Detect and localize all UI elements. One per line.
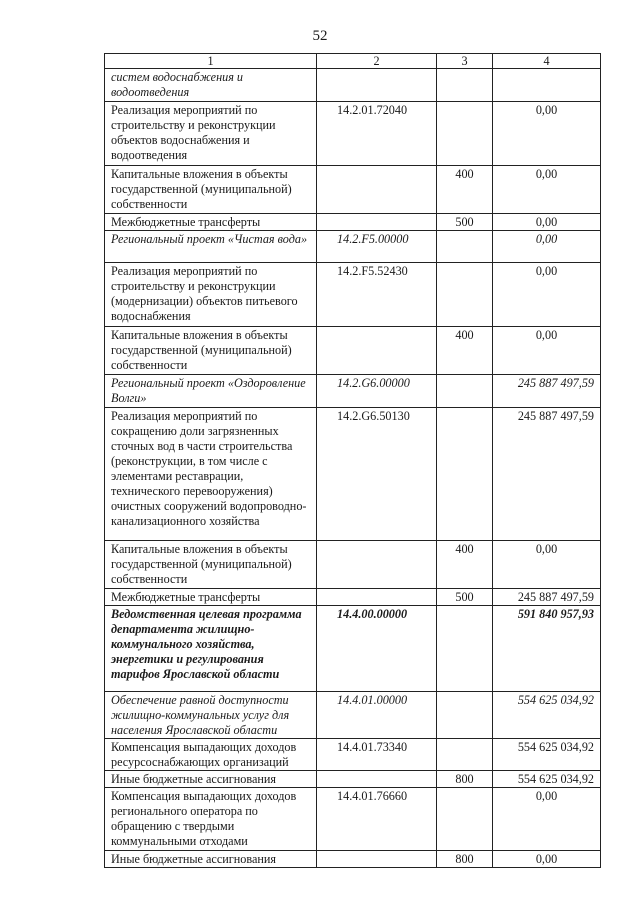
column-header-1: 1 [105, 54, 317, 69]
row-code-cell: 14.2.01.72040 [317, 102, 437, 166]
row-expense-type-cell: 500 [437, 214, 493, 231]
row-name-cell: Иные бюджетные ассигнования [105, 851, 317, 868]
table-row [105, 408, 601, 541]
table-row [105, 589, 601, 606]
row-name-cell: Региональный проект «Оздоровление Волги» [105, 375, 317, 408]
row-code-cell: 14.4.01.76660 [317, 788, 437, 851]
row-expense-type-cell [437, 692, 493, 739]
row-amount-cell: 0,00 [493, 231, 601, 263]
table-row [105, 69, 601, 102]
table-row [105, 788, 601, 851]
row-code-cell: 14.4.01.73340 [317, 739, 437, 771]
row-name-cell: Межбюджетные трансферты [105, 214, 317, 231]
row-amount-cell: 0,00 [493, 788, 601, 851]
row-code-cell [317, 589, 437, 606]
column-header-2: 2 [317, 54, 437, 69]
row-code-cell: 14.2.F5.00000 [317, 231, 437, 263]
row-code-cell [317, 166, 437, 214]
column-header-4: 4 [493, 54, 601, 69]
row-expense-type-cell: 400 [437, 541, 493, 589]
row-amount-cell: 554 625 034,92 [493, 771, 601, 788]
row-name-cell: Межбюджетные трансферты [105, 589, 317, 606]
row-code-cell [317, 541, 437, 589]
row-expense-type-cell [437, 102, 493, 166]
column-header-3: 3 [437, 54, 493, 69]
row-expense-type-cell: 500 [437, 589, 493, 606]
table-row [105, 231, 601, 263]
table-row [105, 739, 601, 771]
row-code-cell: 14.2.G6.50130 [317, 408, 437, 541]
row-code-cell: 14.4.01.00000 [317, 692, 437, 739]
row-amount-cell: 0,00 [493, 541, 601, 589]
row-name-cell: Реализация мероприятий по сокращению доли загрязненных сточных вод в части строительства (реконструкции, в том числе с элементами реставрации, технического перевооружения) очистных сооружений водопроводно-канализационного хозяйства [105, 408, 317, 541]
row-name-cell: Компенсация выпадающих доходов ресурсоснабжающих организаций [105, 739, 317, 771]
table-row [105, 771, 601, 788]
table-row [105, 263, 601, 327]
table-row [105, 541, 601, 589]
row-name-cell: Реализация мероприятий по строительству и реконструкции объектов водоснабжения и водоотведения [105, 102, 317, 166]
row-code-cell: 14.4.00.00000 [317, 606, 437, 692]
row-expense-type-cell: 800 [437, 771, 493, 788]
row-code-cell [317, 327, 437, 375]
row-expense-type-cell: 400 [437, 166, 493, 214]
row-expense-type-cell: 800 [437, 851, 493, 868]
table-row [105, 851, 601, 868]
row-expense-type-cell [437, 408, 493, 541]
row-expense-type-cell [437, 69, 493, 102]
row-amount-cell: 0,00 [493, 263, 601, 327]
table-row [105, 692, 601, 739]
row-code-cell: 14.2.F5.52430 [317, 263, 437, 327]
row-expense-type-cell: 400 [437, 327, 493, 375]
row-name-cell: Капитальные вложения в объекты государственной (муниципальной) собственности [105, 541, 317, 589]
row-expense-type-cell [437, 263, 493, 327]
row-name-cell: Обеспечение равной доступности жилищно-коммунальных услуг для населения Ярославской области [105, 692, 317, 739]
row-amount-cell: 0,00 [493, 327, 601, 375]
row-amount-cell: 554 625 034,92 [493, 692, 601, 739]
row-amount-cell: 245 887 497,59 [493, 589, 601, 606]
row-name-cell: систем водоснабжения и водоотведения [105, 69, 317, 102]
row-code-cell [317, 771, 437, 788]
row-name-cell: Капитальные вложения в объекты государственной (муниципальной) собственности [105, 166, 317, 214]
table-row [105, 166, 601, 214]
row-name-cell: Реализация мероприятий по строительству и реконструкции (модернизации) объектов питьевого водоснабжения [105, 263, 317, 327]
budget-table [104, 53, 601, 868]
row-amount-cell [493, 69, 601, 102]
row-amount-cell: 0,00 [493, 851, 601, 868]
row-name-cell: Капитальные вложения в объекты государственной (муниципальной) собственности [105, 327, 317, 375]
table-header-row [105, 54, 601, 69]
row-expense-type-cell [437, 231, 493, 263]
row-amount-cell: 0,00 [493, 102, 601, 166]
row-expense-type-cell [437, 788, 493, 851]
table-row [105, 375, 601, 408]
row-code-cell [317, 851, 437, 868]
row-name-cell: Региональный проект «Чистая вода» [105, 231, 317, 263]
row-amount-cell: 0,00 [493, 166, 601, 214]
row-name-cell: Компенсация выпадающих доходов регионального оператора по обращению с твердыми коммунальными отходами [105, 788, 317, 851]
row-amount-cell: 245 887 497,59 [493, 375, 601, 408]
row-amount-cell: 591 840 957,93 [493, 606, 601, 692]
table-row [105, 606, 601, 692]
row-amount-cell: 554 625 034,92 [493, 739, 601, 771]
page-number: 52 [312, 28, 328, 44]
row-name-cell: Иные бюджетные ассигнования [105, 771, 317, 788]
row-amount-cell: 0,00 [493, 214, 601, 231]
row-expense-type-cell [437, 375, 493, 408]
table-row [105, 102, 601, 166]
table-row [105, 327, 601, 375]
row-expense-type-cell [437, 739, 493, 771]
row-code-cell: 14.2.G6.00000 [317, 375, 437, 408]
row-amount-cell: 245 887 497,59 [493, 408, 601, 541]
row-name-cell: Ведомственная целевая программа департамента жилищно-коммунального хозяйства, энергетики и регулирования тарифов Ярославской области [105, 606, 317, 692]
row-code-cell [317, 69, 437, 102]
row-expense-type-cell [437, 606, 493, 692]
table-row [105, 214, 601, 231]
row-code-cell [317, 214, 437, 231]
